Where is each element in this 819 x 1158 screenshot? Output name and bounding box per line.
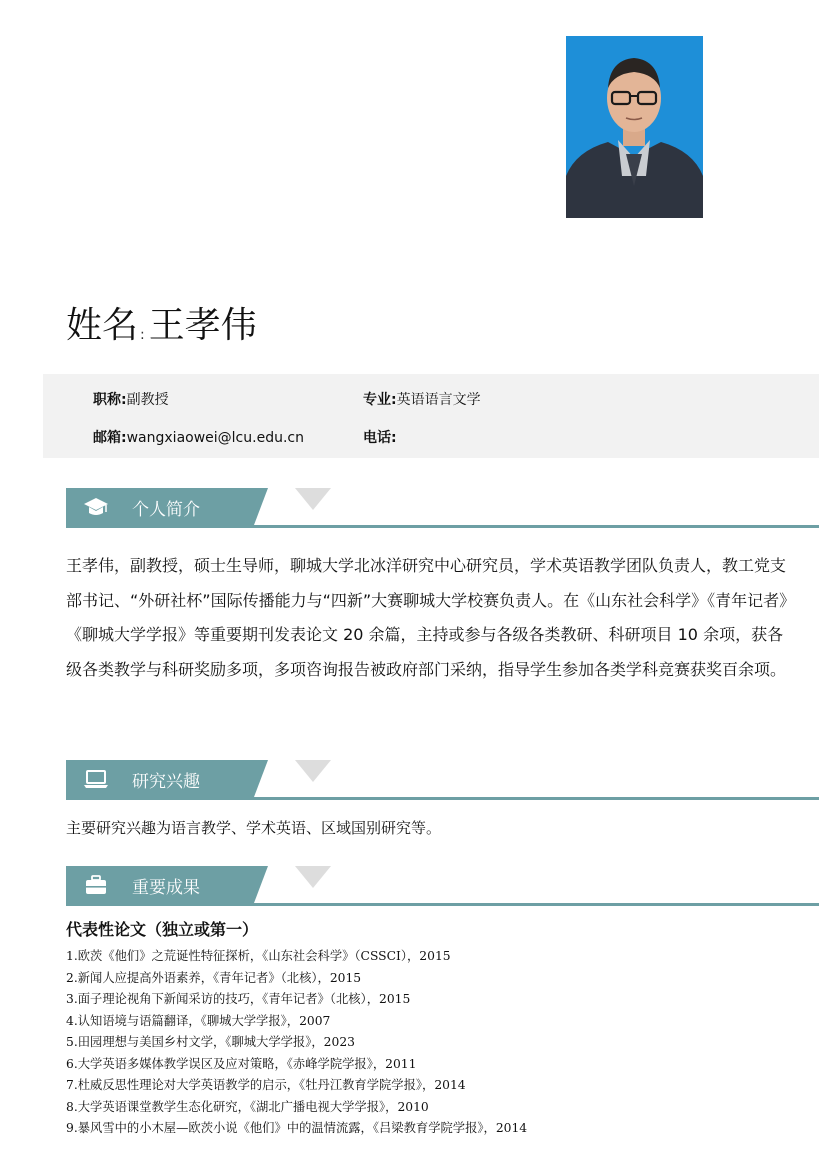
section-header-achievements [66, 866, 819, 906]
major-label: 专业: [363, 392, 397, 408]
name-label: 姓名 [66, 305, 139, 346]
section-title-achievements: 重要成果 [132, 878, 200, 898]
section-header-intro [66, 488, 819, 528]
title-value: 副教授 [126, 392, 169, 408]
briefcase-icon [83, 874, 109, 896]
major-value: 英语语言文学 [396, 392, 481, 408]
title-label: 职称: [93, 392, 127, 408]
laptop-icon [83, 768, 109, 790]
section-underline [66, 525, 819, 528]
paper-item: 4.认知语境与语篇翻译，《聊城大学学报》，2007 [66, 1013, 331, 1028]
section-notch [295, 866, 331, 888]
section-header-interests [66, 760, 819, 800]
name-colon: : [140, 327, 145, 343]
graduation-cap-icon [83, 496, 109, 518]
email-field [93, 427, 304, 447]
paper-item: 2.新闻人应提高外语素养，《青年记者》（北核），2015 [66, 970, 362, 985]
paper-item: 9.暴风雪中的小木屋—欧茨小说《他们》中的温情流露，《吕梁教育学院学报》，2014 [66, 1121, 528, 1135]
paper-item: 5.田园理想与美国乡村文学，《聊城大学学报》，2023 [66, 1035, 355, 1049]
paper-item: 8.大学英语课堂教学生态化研究，《湖北广播电视大学学报》，2010 [66, 1099, 429, 1114]
paper-item: 3.面子理论视角下新闻采访的技巧，《青年记者》（北核），2015 [66, 992, 411, 1006]
section-bar-tip [254, 760, 268, 797]
phone-field [363, 427, 397, 447]
name-value: 王孝伟 [148, 305, 257, 346]
section-title-intro: 个人简介 [132, 500, 200, 520]
email-value[interactable]: wangxiaowei@lcu.edu.cn [126, 430, 304, 446]
interests-text: 主要研究兴趣为语言教学、学术英语、区域国别研究等。 [66, 819, 442, 837]
paper-item: 7.杜威反思性理论对大学英语教学的启示，《牡丹江教育学院学报》，2014 [66, 1078, 466, 1092]
phone-label: 电话: [363, 430, 397, 446]
info-panel [43, 374, 819, 458]
paper-list [66, 946, 527, 1140]
section-bar-tip [254, 488, 268, 525]
major-field [363, 389, 481, 409]
section-notch [295, 488, 331, 510]
section-notch [295, 760, 331, 782]
title-field [93, 389, 169, 409]
paper-item: 1.欧茨《他们》之荒诞性特征探析，《山东社会科学》（CSSCI），2015 [66, 949, 451, 963]
papers-subtitle: 代表性论文（独立或第一） [66, 920, 259, 939]
section-underline [66, 903, 819, 906]
profile-photo [566, 36, 703, 218]
section-title-interests: 研究兴趣 [132, 772, 200, 792]
section-underline [66, 797, 819, 800]
section-bar-tip [254, 866, 268, 903]
email-label: 邮箱: [93, 430, 127, 446]
intro-paragraph: 王孝伟，副教授，硕士生导师，聊城大学北冰洋研究中心研究员，学术英语教学团队负责人，教工党支部书记、“外研社杯”国际传播能力与“四新”大赛聊城大学校赛负责人。在《山东社会科学》《青年记者》《聊城大学学报》等重要期刊发表论文 20 余篇，主持或参与各级各类教研、科研项目 10 余项，获各级各类教学与科研奖励多项，多项咨询报告被政府部门采纳，指导学生参加各类学科竞赛获奖百余项。 [66, 556, 788, 679]
name-heading [66, 297, 257, 346]
paper-item: 6.大学英语多媒体教学误区及应对策略，《赤峰学院学报》，2011 [66, 1056, 417, 1071]
